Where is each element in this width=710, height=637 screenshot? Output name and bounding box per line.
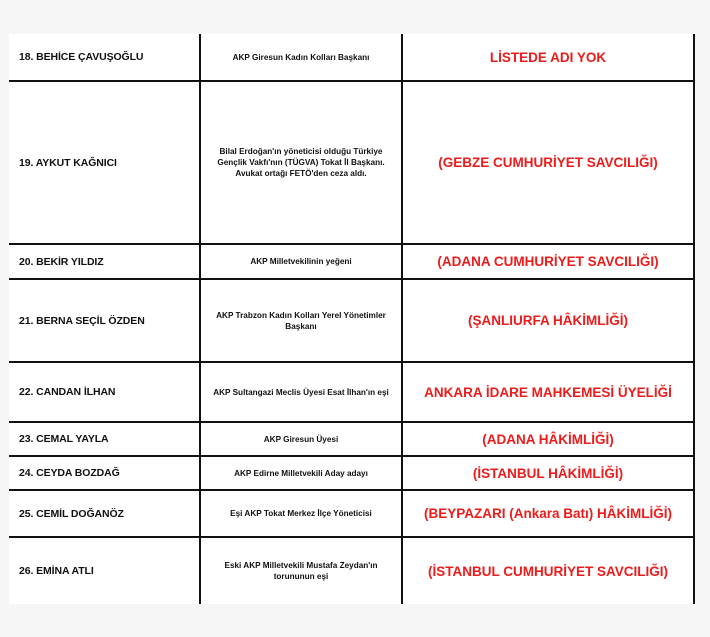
affiliation-text: Bilal Erdoğan'ın yöneticisi olduğu Türkiye Gençlik Vakfı'nın (TÜGVA) Tokat İl Başkanı. Avukat ortağı FETÖ'den ceza aldı. (217, 147, 385, 178)
appointed-position: (BEYPAZARI (Ankara Batı) HÂKİMLİĞİ) (402, 490, 694, 537)
affiliation-text: AKP Giresun Üyesi (263, 434, 339, 444)
appointed-position: (İSTANBUL HÂKİMLİĞİ) (402, 456, 694, 490)
affiliation-description (200, 537, 402, 604)
person-name: 23. CEMAL YAYLA (9, 422, 200, 456)
appointed-position: (ADANA HÂKİMLİĞİ) (402, 422, 694, 456)
person-name: 26. EMİNA ATLI (19, 565, 94, 577)
person-name: 21. BERNA SEÇİL ÖZDEN (9, 279, 200, 362)
affiliation-text: AKP Sultangazi Meclis Üyesi Esat İlhan'ın eşi (213, 387, 389, 397)
affiliation-description (200, 34, 402, 81)
person-name: 24. CEYDA BOZDAĞ (9, 456, 200, 490)
person-name: 22. CANDAN İLHAN (9, 362, 200, 422)
affiliation-description (200, 490, 402, 537)
table-row (9, 362, 694, 422)
affiliation-text: AKP Edirne Milletvekili Aday adayı (234, 468, 368, 478)
table-row (9, 456, 694, 490)
appointed-position: LİSTEDE ADI YOK (402, 34, 694, 81)
table-row (9, 81, 694, 244)
affiliation-text: AKP Milletvekilinin yeğeni (250, 257, 352, 266)
appointed-position: (İSTANBUL CUMHURİYET SAVCILIĞI) (402, 537, 694, 604)
affiliation-text: Eşi AKP Tokat Merkez İlçe Yöneticisi (230, 509, 372, 518)
affiliation-text: AKP Trabzon Kadın Kolları Yerel Yönetimler Başkanı (216, 310, 386, 331)
table-row (9, 490, 694, 537)
table-row (9, 34, 694, 81)
affiliation-text: AKP Giresun Kadın Kolları Başkanı (232, 52, 370, 62)
person-name: 19. AYKUT KAĞNICI (9, 81, 200, 244)
table-row (9, 279, 694, 362)
table-row (9, 422, 694, 456)
affiliation-description (200, 422, 402, 456)
appointed-position: (ŞANLIURFA HÂKİMLİĞİ) (402, 279, 694, 362)
person-name: 25. CEMİL DOĞANÖZ (9, 490, 200, 537)
affiliation-description (200, 362, 402, 422)
table-row (9, 244, 694, 279)
affiliation-description (200, 244, 402, 279)
person-name: 20. BEKİR YILDIZ (9, 244, 200, 279)
appointed-position: ANKARA İDARE MAHKEMESİ ÜYELİĞİ (402, 362, 694, 422)
person-name: 18. BEHİCE ÇAVUŞOĞLU (9, 34, 200, 81)
appointments-table (9, 34, 695, 604)
affiliation-description (200, 456, 402, 490)
affiliation-text: Eski AKP Milletvekili Mustafa Zeydan'ın torununun eşi (224, 561, 378, 581)
affiliation-description (200, 279, 402, 362)
table-row (9, 537, 694, 604)
appointed-position: (GEBZE CUMHURİYET SAVCILIĞI) (402, 81, 694, 244)
affiliation-description (200, 81, 402, 244)
appointed-position: (ADANA CUMHURİYET SAVCILIĞI) (402, 244, 694, 279)
